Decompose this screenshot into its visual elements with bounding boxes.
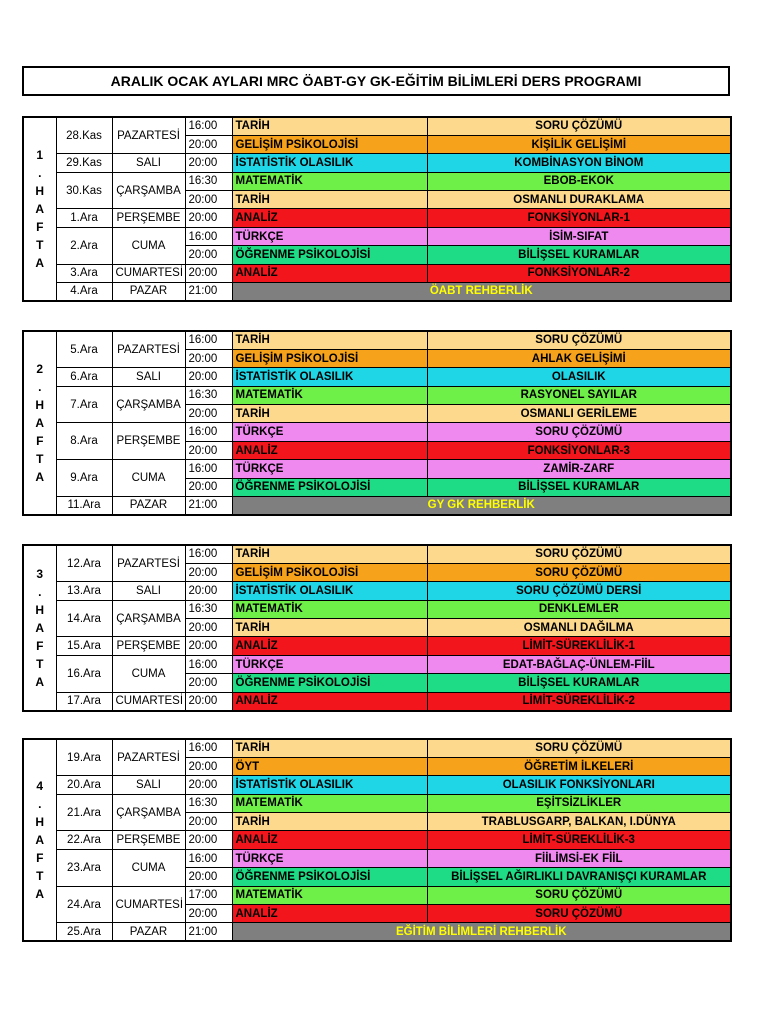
topic-cell: AHLAK GELİŞİMİ [427, 349, 731, 367]
subject-cell: İSTATİSTİK OLASILIK [232, 776, 427, 794]
table-row [23, 386, 731, 404]
topic-cell: FİİLİMSİ-EK FİİL [427, 849, 731, 867]
topic-cell: SORU ÇÖZÜMÜ DERSİ [427, 582, 731, 600]
table-row [23, 849, 731, 867]
day-cell: PERŞEMBE [112, 831, 185, 849]
date-cell: 15.Ara [56, 637, 112, 655]
time-cell: 20:00 [185, 349, 232, 367]
table-row [23, 368, 731, 386]
date-cell: 23.Ara [56, 849, 112, 886]
table-row [23, 692, 731, 710]
topic-cell: SORU ÇÖZÜMÜ [427, 886, 731, 904]
subject-cell: ANALİZ [232, 637, 427, 655]
subject-cell: ANALİZ [232, 831, 427, 849]
subject-cell: TARİH [232, 545, 427, 563]
day-cell: CUMARTESİ [112, 886, 185, 923]
time-cell: 16:00 [185, 849, 232, 867]
week-label: 3 . H A F T A [23, 545, 56, 711]
subject-cell: TÜRKÇE [232, 655, 427, 673]
topic-cell: BİLİŞSEL KURAMLAR [427, 246, 731, 264]
date-cell: 7.Ara [56, 386, 112, 423]
subject-cell: ÖYT [232, 757, 427, 775]
time-cell: 20:00 [185, 831, 232, 849]
time-cell: 20:00 [185, 619, 232, 637]
subject-cell: MATEMATİK [232, 794, 427, 812]
time-cell: 20:00 [185, 441, 232, 459]
week-table [22, 330, 732, 516]
table-row [23, 497, 731, 515]
time-cell: 16:30 [185, 172, 232, 190]
week-label: 2 . H A F T A [23, 331, 56, 515]
time-cell: 16:00 [185, 655, 232, 673]
table-row [23, 117, 731, 135]
subject-cell: ÖĞRENME PSİKOLOJİSİ [232, 478, 427, 496]
topic-cell: BİLİŞSEL KURAMLAR [427, 674, 731, 692]
time-cell: 20:00 [185, 478, 232, 496]
time-cell: 20:00 [185, 776, 232, 794]
time-cell: 21:00 [185, 497, 232, 515]
week-label: 1 . H A F T A [23, 117, 56, 301]
subject-cell: İSTATİSTİK OLASILIK [232, 368, 427, 386]
topic-cell: OLASILIK FONKSİYONLARI [427, 776, 731, 794]
date-cell: 17.Ara [56, 692, 112, 710]
day-cell: CUMA [112, 460, 185, 497]
day-cell: PAZAR [112, 923, 185, 941]
subject-cell: ÖĞRENME PSİKOLOJİSİ [232, 246, 427, 264]
topic-cell: DENKLEMLER [427, 600, 731, 618]
date-cell: 28.Kas [56, 117, 112, 154]
table-row [23, 172, 731, 190]
time-cell: 16:00 [185, 331, 232, 349]
topic-cell: SORU ÇÖZÜMÜ [427, 545, 731, 563]
date-cell: 30.Kas [56, 172, 112, 209]
topic-cell: SORU ÇÖZÜMÜ [427, 331, 731, 349]
subject-cell: ÖĞRENME PSİKOLOJİSİ [232, 674, 427, 692]
date-cell: 14.Ara [56, 600, 112, 637]
table-row [23, 637, 731, 655]
date-cell: 2.Ara [56, 227, 112, 264]
table-row [23, 423, 731, 441]
subject-cell: TARİH [232, 331, 427, 349]
table-row [23, 227, 731, 245]
day-cell: SALI [112, 154, 185, 172]
table-row [23, 582, 731, 600]
table-row [23, 209, 731, 227]
time-cell: 20:00 [185, 191, 232, 209]
topic-cell: TRABLUSGARP, BALKAN, I.DÜNYA [427, 813, 731, 831]
day-cell: ÇARŞAMBA [112, 172, 185, 209]
day-cell: SALI [112, 582, 185, 600]
time-cell: 16:00 [185, 460, 232, 478]
time-cell: 16:00 [185, 739, 232, 757]
time-cell: 16:00 [185, 423, 232, 441]
topic-cell: FONKSİYONLAR-2 [427, 264, 731, 282]
time-cell: 20:00 [185, 757, 232, 775]
topic-cell: İSİM-SIFAT [427, 227, 731, 245]
time-cell: 20:00 [185, 405, 232, 423]
topic-cell: EBOB-EKOK [427, 172, 731, 190]
date-cell: 22.Ara [56, 831, 112, 849]
time-cell: 16:30 [185, 386, 232, 404]
time-cell: 20:00 [185, 692, 232, 710]
subject-cell: TÜRKÇE [232, 227, 427, 245]
time-cell: 20:00 [185, 582, 232, 600]
topic-cell: SORU ÇÖZÜMÜ [427, 563, 731, 581]
topic-cell: LİMİT-SÜREKLİLİK-3 [427, 831, 731, 849]
table-row [23, 831, 731, 849]
subject-cell: İSTATİSTİK OLASILIK [232, 154, 427, 172]
time-cell: 20:00 [185, 154, 232, 172]
subject-cell: TÜRKÇE [232, 849, 427, 867]
subject-cell: MATEMATİK [232, 886, 427, 904]
day-cell: PERŞEMBE [112, 637, 185, 655]
table-row [23, 776, 731, 794]
time-cell: 21:00 [185, 283, 232, 301]
week-label: 4 . H A F T A [23, 739, 56, 941]
day-cell: PAZARTESİ [112, 545, 185, 582]
day-cell: PAZARTESİ [112, 117, 185, 154]
subject-cell: TÜRKÇE [232, 460, 427, 478]
subject-cell: ANALİZ [232, 905, 427, 923]
subject-cell: MATEMATİK [232, 172, 427, 190]
day-cell: ÇARŞAMBA [112, 600, 185, 637]
subject-cell: ANALİZ [232, 209, 427, 227]
day-cell: ÇARŞAMBA [112, 794, 185, 831]
subject-cell: TARİH [232, 813, 427, 831]
time-cell: 20:00 [185, 563, 232, 581]
topic-cell: SORU ÇÖZÜMÜ [427, 423, 731, 441]
subject-cell: ANALİZ [232, 441, 427, 459]
time-cell: 20:00 [185, 868, 232, 886]
topic-cell: SORU ÇÖZÜMÜ [427, 739, 731, 757]
table-row [23, 283, 731, 301]
date-cell: 16.Ara [56, 655, 112, 692]
date-cell: 8.Ara [56, 423, 112, 460]
time-cell: 20:00 [185, 637, 232, 655]
special-cell: GY GK REHBERLİK [232, 497, 731, 515]
topic-cell: ZAMİR-ZARF [427, 460, 731, 478]
time-cell: 16:00 [185, 117, 232, 135]
day-cell: CUMA [112, 655, 185, 692]
day-cell: PERŞEMBE [112, 209, 185, 227]
subject-cell: MATEMATİK [232, 600, 427, 618]
table-row [23, 923, 731, 941]
special-cell: EĞİTİM BİLİMLERİ REHBERLİK [232, 923, 731, 941]
time-cell: 20:00 [185, 813, 232, 831]
day-cell: CUMA [112, 849, 185, 886]
day-cell: PAZARTESİ [112, 739, 185, 776]
time-cell: 20:00 [185, 246, 232, 264]
day-cell: CUMARTESİ [112, 692, 185, 710]
topic-cell: OSMANLI GERİLEME [427, 405, 731, 423]
subject-cell: TARİH [232, 191, 427, 209]
subject-cell: GELİŞİM PSİKOLOJİSİ [232, 563, 427, 581]
subject-cell: TÜRKÇE [232, 423, 427, 441]
date-cell: 5.Ara [56, 331, 112, 368]
time-cell: 20:00 [185, 135, 232, 153]
subject-cell: GELİŞİM PSİKOLOJİSİ [232, 349, 427, 367]
table-row [23, 460, 731, 478]
day-cell: PAZAR [112, 283, 185, 301]
time-cell: 16:00 [185, 227, 232, 245]
date-cell: 11.Ara [56, 497, 112, 515]
topic-cell: RASYONEL SAYILAR [427, 386, 731, 404]
topic-cell: EDAT-BAĞLAÇ-ÜNLEM-FİİL [427, 655, 731, 673]
table-row [23, 794, 731, 812]
table-row [23, 739, 731, 757]
topic-cell: KOMBİNASYON BİNOM [427, 154, 731, 172]
week-table [22, 116, 732, 302]
date-cell: 4.Ara [56, 283, 112, 301]
table-row [23, 154, 731, 172]
time-cell: 16:00 [185, 545, 232, 563]
date-cell: 21.Ara [56, 794, 112, 831]
date-cell: 24.Ara [56, 886, 112, 923]
topic-cell: KİŞİLİK GELİŞİMİ [427, 135, 731, 153]
table-row [23, 545, 731, 563]
date-cell: 20.Ara [56, 776, 112, 794]
topic-cell: OSMANLI DAĞILMA [427, 619, 731, 637]
topic-cell: BİLİŞSEL AĞIRLIKLI DAVRANIŞÇI KURAMLAR [427, 868, 731, 886]
day-cell: PERŞEMBE [112, 423, 185, 460]
topic-cell: LİMİT-SÜREKLİLİK-2 [427, 692, 731, 710]
topic-cell: SORU ÇÖZÜMÜ [427, 117, 731, 135]
day-cell: ÇARŞAMBA [112, 386, 185, 423]
topic-cell: OSMANLI DURAKLAMA [427, 191, 731, 209]
topic-cell: EŞİTSİZLİKLER [427, 794, 731, 812]
week-table [22, 738, 732, 942]
table-row [23, 600, 731, 618]
date-cell: 29.Kas [56, 154, 112, 172]
date-cell: 12.Ara [56, 545, 112, 582]
topic-cell: BİLİŞSEL KURAMLAR [427, 478, 731, 496]
day-cell: CUMA [112, 227, 185, 264]
subject-cell: İSTATİSTİK OLASILIK [232, 582, 427, 600]
date-cell: 13.Ara [56, 582, 112, 600]
time-cell: 16:30 [185, 794, 232, 812]
time-cell: 20:00 [185, 264, 232, 282]
time-cell: 21:00 [185, 923, 232, 941]
date-cell: 9.Ara [56, 460, 112, 497]
table-row [23, 886, 731, 904]
subject-cell: GELİŞİM PSİKOLOJİSİ [232, 135, 427, 153]
topic-cell: FONKSİYONLAR-3 [427, 441, 731, 459]
subject-cell: TARİH [232, 739, 427, 757]
subject-cell: ÖĞRENME PSİKOLOJİSİ [232, 868, 427, 886]
day-cell: SALI [112, 776, 185, 794]
subject-cell: ANALİZ [232, 264, 427, 282]
subject-cell: TARİH [232, 117, 427, 135]
table-row [23, 264, 731, 282]
time-cell: 20:00 [185, 209, 232, 227]
time-cell: 17:00 [185, 886, 232, 904]
date-cell: 6.Ara [56, 368, 112, 386]
table-row [23, 331, 731, 349]
time-cell: 20:00 [185, 674, 232, 692]
day-cell: PAZAR [112, 497, 185, 515]
day-cell: CUMARTESİ [112, 264, 185, 282]
special-cell: ÖABT REHBERLİK [232, 283, 731, 301]
day-cell: PAZARTESİ [112, 331, 185, 368]
page-title: ARALIK OCAK AYLARI MRC ÖABT-GY GK-EĞİTİM BİLİMLERİ DERS PROGRAMI [22, 66, 730, 96]
topic-cell: ÖĞRETİM İLKELERİ [427, 757, 731, 775]
day-cell: SALI [112, 368, 185, 386]
subject-cell: TARİH [232, 405, 427, 423]
time-cell: 16:30 [185, 600, 232, 618]
time-cell: 20:00 [185, 905, 232, 923]
topic-cell: SORU ÇÖZÜMÜ [427, 905, 731, 923]
table-row [23, 655, 731, 673]
date-cell: 25.Ara [56, 923, 112, 941]
week-table [22, 544, 732, 712]
subject-cell: TARİH [232, 619, 427, 637]
date-cell: 3.Ara [56, 264, 112, 282]
time-cell: 20:00 [185, 368, 232, 386]
subject-cell: MATEMATİK [232, 386, 427, 404]
subject-cell: ANALİZ [232, 692, 427, 710]
topic-cell: OLASILIK [427, 368, 731, 386]
topic-cell: LİMİT-SÜREKLİLİK-1 [427, 637, 731, 655]
topic-cell: FONKSİYONLAR-1 [427, 209, 731, 227]
date-cell: 1.Ara [56, 209, 112, 227]
date-cell: 19.Ara [56, 739, 112, 776]
